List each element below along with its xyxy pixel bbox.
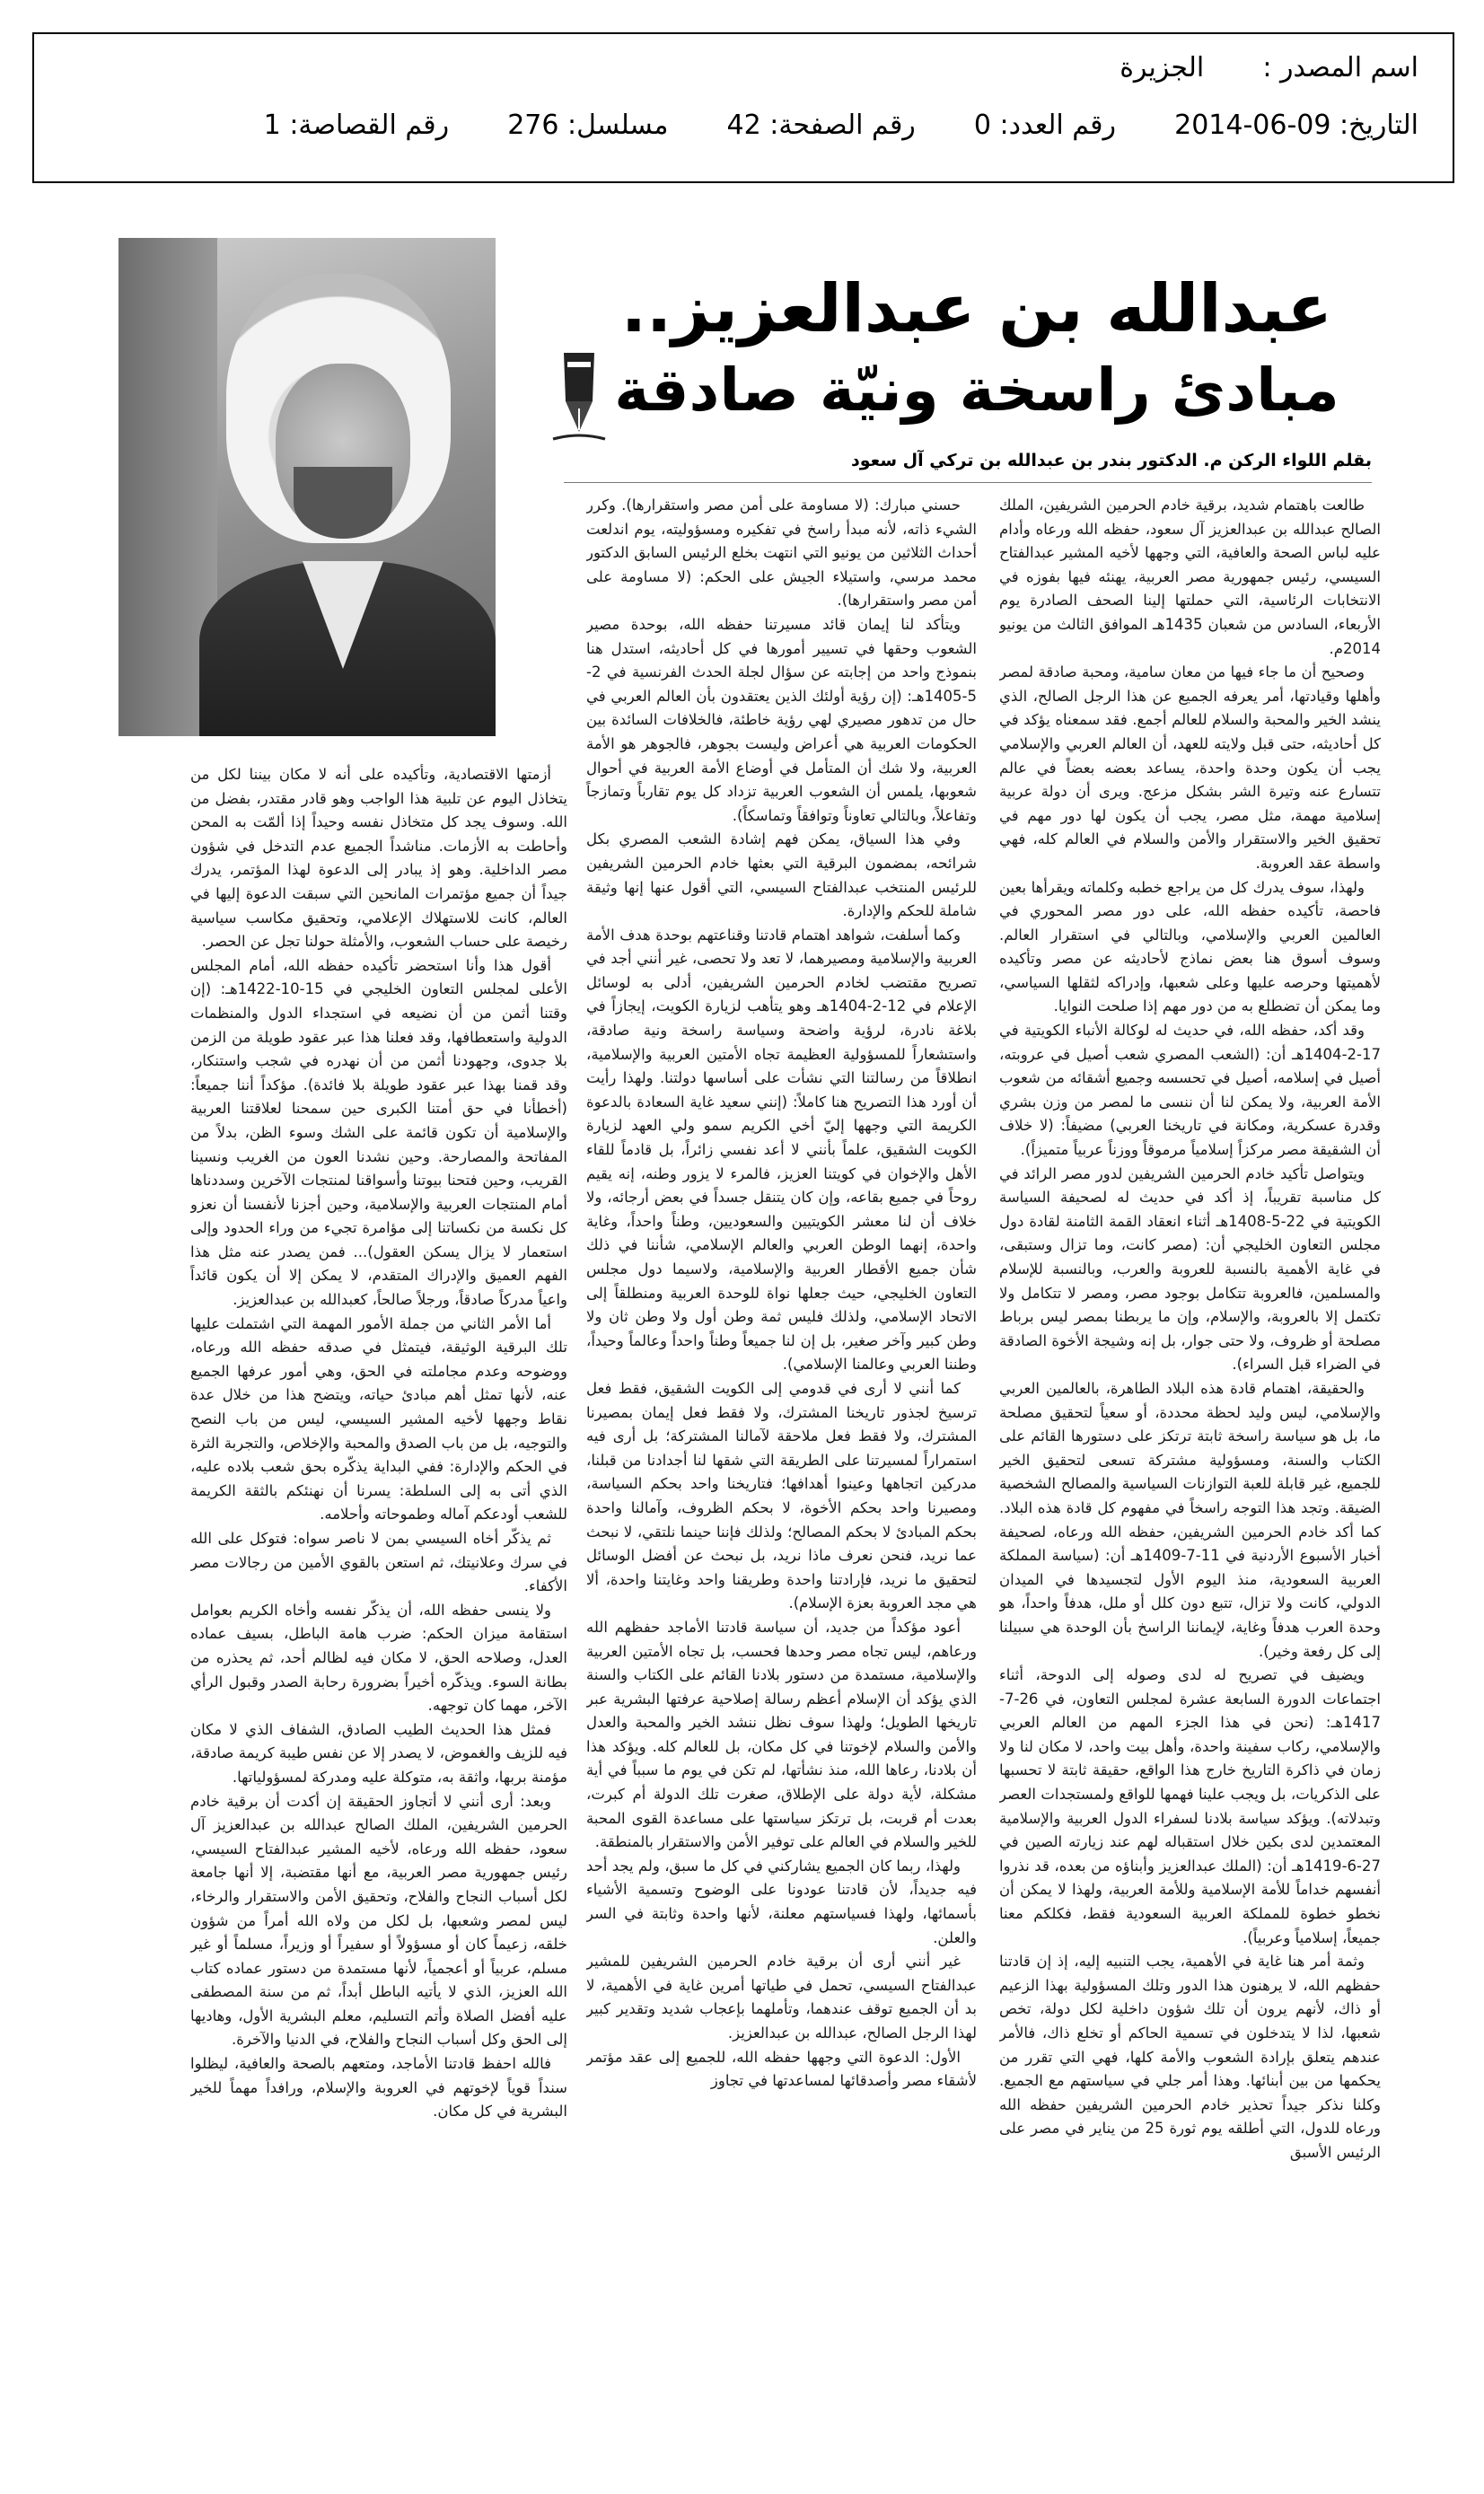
article-paragraph: وقد أكد، حفظه الله، في حديث له لوكالة الأنباء الكويتية في 17-2-1404هـ أن: (الشعب المصري شعب أصيل في عروبته، أصيل في إسلامه، أصيل في تحسسه وجميع أشقائه من شعوب الأمة العربية، ولا يمكن لنا أن ننسى ما لمصر من وزن بشري وقدرة عسكرية، ومكانة في تاريخنا العربي) مضيفاً: (لا خلاف أن الشقيقة مصر مركزاً إسلامياً مرموقاً ووزناً عربياً متميزاً). [999,1022,1381,1159]
article-column-1 [999,494,1381,2464]
article-paragraph: والحقيقة، اهتمام قادة هذه البلاد الطاهرة، بالعالمين العربي والإسلامي، ليس وليد لحظة محددة، أو سعياً لتحقيق مصلحة ما، بل هو سياسة راسخة ثابتة ترتكز على دستورها القائم على الكتاب والسنة، ومسؤولية مشتركة تسعى لتحقيق الخير للجميع، غير قابلة للعبة التوازنات السياسية والمصالح الشخصية الضيقة. وتجد هذا التوجه راسخاً في مفهوم كل قادة هذه البلاد. كما أكد خادم الحرمين الشريفين، حفظه الله ورعاه، لصحيفة أخبار الأسبوع الأردنية في 11-7-1409هـ أن: (سياسة المملكة العربية السعودية، منذ اليوم الأول لتجسيدها في الميدان الدولي، كانت ولا تزال، تتبع دون كلل أو ملل، هدفاً واحداً، هو وحدة العرب هدفاً وغاية، لإيماننا الراسخ بأن الوحدة هي سبيلنا إلى كل رفعة وخير). [999,1379,1381,1660]
source-label: اسم المصدر : [1262,52,1418,83]
source-value: الجزيرة [1120,52,1205,83]
article-paragraph: أزمتها الاقتصادية، وتأكيده على أنه لا مكان بيننا لكل من يتخاذل اليوم عن تلبية هذا الواجب وهو قادر مقتدر، بفضل من الله. وسوف يجد كل متخاذل نفسه وحيداً إذا ألمّت به المحن وأحاطت به الأزمات. مناشداً الجميع عدم التدخل في شؤون مصر الداخلية. وهو إذ يبادر إلى الدعوة لهذا المؤتمر، يدرك جيداً أن جميع مؤتمرات المانحين التي سبقت الدعوة إليها في العالم، كانت للاستهلاك الإعلامي، وتحقيق مكاسب سياسية رخيصة على حساب الشعوب، والأمثلة حولنا تجل عن الحصر. [190,766,567,951]
article-paragraph: طالعت باهتمام شديد، برقية خادم الحرمين الشريفين، الملك الصالح عبدالله بن عبدالعزيز آل سعود، حفظه الله ورعاه وأدام عليه لباس الصحة والعافية، التي وجهها لأخيه المشير عبدالفتاح السيسي، رئيس جمهورية مصر العربية، يهنئه فيها بفوزه في الانتخابات الرئاسية، التي حملتها إلينا الصحف الصادرة يوم الأربعاء، السادس من شعبان 1435هـ الموافق الثالث من يونيو 2014م. [999,496,1381,657]
article-paragraph: كما أنني لا أرى في قدومي إلى الكويت الشقيق، فقط فعل ترسيخ لجذور تاريخنا المشترك، ولا فقط فعل إيمان بمصيرنا المشترك، ولا فقط فعل ملاحقة لآمالنا المشتركة؛ بل أرى فيه استمراراً لمسيرتنا على الطريقة التي شقها لنا أجدادنا من قبلنا، مدركين اتجاهها وعينوا أهدافها؛ فتاريخنا واحد بحكم السياسة، ومصيرنا واحد بحكم الأخوة، لا بحكم الظروف، وآمالنا واحدة بحكم المبادئ لا بحكم المصالح؛ ولذلك فإننا حينما نلتقي، لا نبحث عما نريد، فنحن نعرف ماذا نريد، بل نبحث عن أفضل الوسائل لتحقيق ما نريد، فإرادتنا واحدة وطريقنا واحد وغايتنا واحدة، ألا هي مجد العروبة بعزة الإسلام). [586,1379,977,1612]
article-paragraph: ولهذا، سوف يدرك كل من يراجع خطبه وكلماته ويقرأها بعين فاحصة، تأكيده حفظه الله، على دور مصر المحوري في العالمين العربي والإسلامي، وبالتالي في استقرار العالم. وسوف أسوق هنا بعض نماذج لأحاديثه عن مصر وتأكيده لأهميتها وحرصه عليها وعلى شعبها، وإدراكه لثقلها السياسي، وما يمكن أن تضطلع به من دور مهم إذا صلحت النوايا. [999,878,1381,1015]
article-paragraph: حسني مبارك: (لا مساومة على أمن مصر واستقرارها). وكرر الشيء ذاته، لأنه مبدأ راسخ في تفكيره ومسؤوليته، يوم اندلعت أحداث الثلاثين من يونيو التي انتهت بخلع الرئيس السابق الدكتور محمد مرسي، واستيلاء الجيش على الحكم: (لا مساومة على أمن مصر واستقرارها). [586,496,977,610]
article-paragraph: وكما أسلفت، شواهد اهتمام قادتنا وقناعتهم بوحدة هدف الأمة العربية والإسلامية ومصيرهما، لا تعد ولا تحصى، غير أنني أجد في تصريح مقتضب لخادم الحرمين الشريفين، أدلى به لوسائل الإعلام في 12-2-1404هـ وهو يتأهب لزيارة الكويت، إيجازاً في بلاغة نادرة، لرؤية واضحة وسياسة راسخة ونية صادقة، واستشعاراً للمسؤولية العظيمة تجاه الأمتين العربية والإسلامية، انطلاقاً من رسالتنا التي نشأت على أساسها دولتنا. ولهذا رأيت أن أورد هذا التصريح هنا كاملاً: (إنني سعيد غاية السعادة بالدعوة الكريمة التي وجهها إليّ أخي الكريم سمو ولي العهد لزيارة الكويت الشقيق، علماً بأنني لا أعد نفسي زائراً، بل قادماً للقاء الأهل والإخوان في كويتنا العزيز، فالمرء لا يزور وطنه، إنه يقيم روحاً في جميع بقاعه، وإن كان يتنقل جسداً في بعض أرجائه، ولا خلاف أن لنا معشر الكويتيين والسعوديين، وطناً واحداً، وغاية واحدة، إنهما الوطن العربي والعالم الإسلامي، شأننا في ذلك شأن جميع الأقطار العربية والإسلامية، ولاسيما دول مجلس التعاون الخليجي، حيث جعلها نواة للوحدة العربية ومنطلقاً إلى الاتحاد الإسلامي، ولذلك فليس ثمة وطن أول ولا وطن ثان ولا وطن كبير وآخر صغير، بل إن لنا جميعاً وطناً واحداً وعالماً وحيداً، وطننا العربي وعالمنا الإسلامي). [586,926,977,1374]
article [99,229,1392,2464]
article-paragraph: غير أنني أرى أن برقية خادم الحرمين الشريفين للمشير عبدالفتاح السيسي، تحمل في طياتها أمرين غاية في الأهمية، لا بد أن الجميع توقف عندهما، وتأملهما بإعجاب شديد وتقدير كبير لهذا الرجل الصالح، عبدالله بن عبدالعزيز. [586,1953,977,2042]
issue-value: 0 [973,110,991,141]
date-value: 2014-06-09 [1174,110,1331,141]
article-paragraph: ويتأكد لنا إيمان قائد مسيرتنا حفظه الله، بوحدة مصير الشعوب وحقها في تسيير أمورها في كل أحاديثه، استدل هنا بنموذج واحد من إجابته عن سؤال لجلة الحدث الفرنسية في 2-5-1405هـ: (إن رؤية أولئك الذين يعتقدون بأن العالم العربي في حال من تدهور مصيري لهي رؤية خاطئة، فالخلافات السائدة بين الحكومات العربية هي أعراض وليست بجوهر، فالجوهر هو الأمة العربية، ولا شك أن المتأمل في أوضاع الأمة العربية في أحوال شعوبها، يلمس أن الشعوب العربية تزداد كل يوم تقارباً وتمازجاً وتفاعلاً، وبالتالي تعاوناً وتوافقاً وتماسكاً). [586,615,977,824]
article-paragraph: وبعد: أرى أنني لا أتجاوز الحقيقة إن أكدت أن برقية خادم الحرمين الشريفين، الملك الصالح عبدالله بن عبدالعزيز آل سعود، حفظه الله ورعاه، لأخيه المشير عبدالفتاح السيسي، رئيس جمهورية مصر العربية، مع أنها مقتضبة، إلا أنها جامعة لكل أسباب النجاح والفلاح، وتحقيق الأمن والاستقرار والرخاء، ليس لمصر وشعبها، بل لكل من ولاه الله أمراً من شؤون خلقه، زعيماً كان أو مسؤولاً أو سفيراً أو وزيراً، مسلماً أو غير مسلم، عربياً أو أعجمياً، لأنها مستمدة من دستور عماده كتاب الله العزيز، الذي لا يأتيه الباطل أبداً، ثم من سنة المصطفى عليه أفضل الصلاة وأتم التسليم، معلم البشرية الأول، وهاديها إلى الحق وكل أسباب النجاح والفلاح، في الدنيا والآخرة. [190,1792,567,2049]
article-paragraph: ولهذا، ربما كان الجميع يشاركني في كل ما سبق، ولم يجد أحد فيه جديداً، لأن قادتنا عودونا على الوضوح وتسمية الأشياء بأسمائها، ولهذا فسياستهم معلنة، لأنها واحدة وثابتة في السر والعلن. [586,1857,977,1946]
article-paragraph: وصحيح أن ما جاء فيها من معان سامية، ومحبة صادقة لمصر وأهلها وقيادتها، أمر يعرفه الجميع عن هذا الرجل الصالح، الذي ينشد الخير والمحبة والسلام للعالم أجمع. فقد سمعناه يؤكد في كل أحاديثه، حتى قبل ولايته للعهد، أن العالم العربي والإسلامي يجب أن يكون وحدة واحدة، يساعد بعضه بعضاً في عالم تتسارع عنه وتيرة الشر بشكل مزعج. ويرى أن دولة عربية إسلامية مهمة، مثل مصر، يجب أن يكون لها دور مهم في تحقيق الخير والاستقرار والأمن والسلام في العالم كله، فهي واسطة عقد العروبة. [999,663,1381,872]
title-line-1: عبدالله بن عبدالعزيز.. [620,270,1333,347]
clip-value: 1 [263,110,281,141]
article-paragraph: أقول هذا وأنا استحضر تأكيده حفظه الله، أمام المجلس الأعلى لمجلس التعاون الخليجي في 15-10-1422هـ: (إن وقتنا أثمن من أن نضيعه في استجداء الدول والمنظمات الدولية واستعطافها، وقد فعلنا هذا عبر عقود طويلة من الزمن بلا جدوى، وجهودنا أثمن من أن نهدره في شجب واستنكار، وقد قمنا بهذا عبر عقود طويلة بلا فائدة). مؤكداً أننا جميعاً: (أخطأنا في حق أمتنا الكبرى حين سمحنا لعلاقتنا العربية والإسلامية أن تكون قائمة على الشك وسوء الظن، بدلاً من المفاتحة والمصارحة. وحين نشدنا العون من الغريب ونسينا القريب، وحين فتحنا بيوتنا وأسواقنا لمنتجات الآخرين وسددناها أمام المنتجات العربية والإسلامية، وحين أجزنا لأنفسنا أن نعزو كل نكسة من نكساتنا إلى مؤامرة تجيء من وراء الحدود وإلى استعمار لا يزال يسكن العقول)... فمن يصدر عنه مثل هذا الفهم العميق والإدراك المتقدم، لا يمكن إلا أن يكون قائداً واعياً مدركاً صادقاً، ورجلاً صالحاً، كعبدالله بن عبدالعزيز. [190,956,567,1309]
serial-label: مسلسل: [567,110,669,141]
article-paragraph: أما الأمر الثاني من جملة الأمور المهمة التي اشتملت عليها تلك البرقية الوثيقة، فيتمثل في صدقه حفظه الله ورعاه، ووضوحه وعدم مجاملته في الحق، وهي أمور عرفها الجميع عنه، لأنها تمثل أهم مبادئ حياته، ويتضح هذا من خلال عدة نقاط وجهها لأخيه المشير السيسي، ليس من باب النصح والتوجيه، بل من باب الصدق والمحبة والإخلاص، والتجربة الثرة في الحكم والإدارة: ففي البداية يذكّره بحق شعب بلاده عليه، الذي أتى به إلى السلطة: يسرنا أن نهنئكم بالثقة الكريمة للشعب أودعكم آماله وطموحاته وأحلامه. [190,1314,567,1524]
article-paragraph: الأول: الدعوة التي وجهها حفظه الله، للجميع إلى عقد مؤتمر لأشقاء مصر وأصدقائها لمساعدتها في تجاوز [586,2048,977,2090]
pen-icon [548,346,610,444]
article-paragraph: ويضيف في تصريح له لدى وصوله إلى الدوحة، أثناء اجتماعات الدورة السابعة عشرة لمجلس التعاون، في 26-7-1417هـ: (نحن في هذا الجزء المهم من العالم العربي والإسلامي، ركاب سفينة واحدة، وأهل بيت واحد، لا مكان لنا ولا زمان في ذاكرة التاريخ خارج هذا الواقع، حقيقة ثابتة لا تحسبها على الذكريات، بل ويجب علينا فهمها للواقع ولمستجدات العصر وتبدلاته). ويؤكد سياسة بلادنا لسفراء الدول العربية والإسلامية المعتمدين لدى بكين خلال استقباله لهم عند زيارته الصين في 27-6-1419هـ أن: (الملك عبدالعزيز وأبناؤه من بعده، قد نذروا أنفسهم خداماً للأمة الإسلامية وللأمة العربية، ولهذا لا يمكن أن نخطو خطوة للمملكة العربية السعودية فقط، فكلكم معنا جميعاً، إسلامياً وعربياً). [999,1666,1381,1946]
title-line-2: مبادئ راسخة ونيّة صادقة [614,355,1339,425]
clipping-header [32,32,1454,183]
article-paragraph: ولا ينسى حفظه الله، أن يذكّر نفسه وأخاه الكريم بعوامل استقامة ميزان الحكم: ضرب هامة الباطل، بسيف عماده العدل، وصلاحه الحق، لا مكان فيه لظالم أحد، ثم يحذره من بطانة السوء. ويذكّره أخيراً بضرورة رحابة الصدر وقبول الرأي الآخر، مهما كان توجهه. [190,1601,567,1715]
article-column-3 [190,763,567,2464]
article-byline: بقلم اللواء الركن م. الدكتور بندر بن عبدالله بن تركي آل سعود [850,451,1372,470]
article-column-2 [586,494,977,2464]
article-paragraph: وثمة أمر هنا غاية في الأهمية، يجب التنبيه إليه، إذ إن قادتنا حفظهم الله، لا يرهنون هذا الدور وتلك المسؤولية بهذا الزعيم أو ذاك، لأنهم يرون أن تلك شؤون داخلية لكل دولة، تخص شعبها، لذا لا يتدخلون في تسمية الحاكم أو تخلع ذاك، فالأمر عندهم يتعلق بإرادة الشعوب والأمة كلها، فهي التي تقرر من يحكمها من بين أبنائها. وهذا أمر جلي في سياستهم مع الجميع. وكلنا نذكر جيداً تحذير خادم الحرمين الشريفين حفظه الله ورعاه للدول، التي أطلقه يوم ثورة 25 من يناير في مصر على الرئيس الأسبق [999,1953,1381,2161]
page-value: 42 [726,110,761,141]
article-paragraph: ويتواصل تأكيد خادم الحرمين الشريفين لدور مصر الرائد في كل مناسبة تقريباً، إذ أكد في حديث له لصحيفة السياسة الكويتية في 22-5-1408هـ أثناء انعقاد القمة الثامنة لقادة دول مجلس التعاون الخليجي أن: (مصر كانت، وما تزال وستبقى، في غاية الأهمية بالنسبة للعروبة والعرب، وبالنسبة للإسلام والمسلمين، فالعروبة تتكامل بوجود مصر، ومصر لا تتكامل ولا تكتمل إلا بالعروبة، والإسلام، وإن ما يربطنا بمصر ليس برباط مصلحة أو ظروف، ولا حتى جوار، بل إنه وشيجة الأخوة الصادقة في الضراء قبل السراء). [999,1164,1381,1374]
meta-row [264,110,1418,141]
article-title [582,269,1372,426]
page-label: رقم الصفحة: [769,110,916,141]
date-label: التاريخ: [1339,110,1418,141]
article-paragraph: فمثل هذا الحديث الطيب الصادق، الشفاف الذي لا مكان فيه للزيف والغموض، لا يصدر إلا عن نفس طيبة كريمة صادقة، مؤمنة بربها، واثقة به، متوكلة عليه ومدركة لمسؤولياتها. [190,1720,567,1786]
clip-label: رقم القصاصة: [289,110,450,141]
article-paragraph: أعود مؤكداً من جديد، أن سياسة قادتنا الأماجد حفظهم الله ورعاهم، ليس تجاه مصر وحدها فحسب، بل تجاه الأمتين العربية والإسلامية، مستمدة من دستور بلادنا القائم على الكتاب والسنة الذي يؤكد أن الإسلام أعظم رسالة إصلاحية عرفتها البشرية عبر تاريخها الطويل؛ ولهذا سوف نظل ننشد الخير والمحبة والعدل والأمن والسلام لإخوتنا في كل مكان، بل للعالم كله. ويؤكد هذا أن بلادنا، رعاها الله، منذ نشأتها، لم تكن في يوم ما سبباً في أية مشكلة، لأية دولة على الإطلاق، صغرت تلك الدولة أم كبرت، بعدت أم قربت، بل ترتكز سياستها على مساعدة القوى المحبة للخير والسلام في العالم على توفير الأمن والاستقرار بالمنطقة. [586,1618,977,1851]
article-paragraph: فالله احفظ قادتنا الأماجد، ومتعهم بالصحة والعافية، ليظلوا سنداً قوياً لإخوتهم في العروبة والإسلام، ورافداً مهماً للخير البشرية في كل مكان. [190,2055,567,2121]
portrait-photo [119,238,496,736]
article-paragraph: ثم يذكّر أخاه السيسي بمن لا ناصر سواه: فتوكل على الله في سرك وعلانيتك، ثم استعن بالقوي الأمين من رجالات مصر الأكفاء. [190,1530,567,1595]
article-paragraph: وفي هذا السياق، يمكن فهم إشادة الشعب المصري بكل شرائحه، بمضمون البرقية التي بعثها خادم الحرمين الشريفين للرئيس المنتخب عبدالفتاح السيسي، التي أقول عنها إنها وثيقة شاملة للحكم والإدارة. [586,830,977,920]
issue-label: رقم العدد: [999,110,1117,141]
byline-divider [564,482,1372,483]
source-row [1120,52,1418,83]
serial-value: 276 [507,110,559,141]
